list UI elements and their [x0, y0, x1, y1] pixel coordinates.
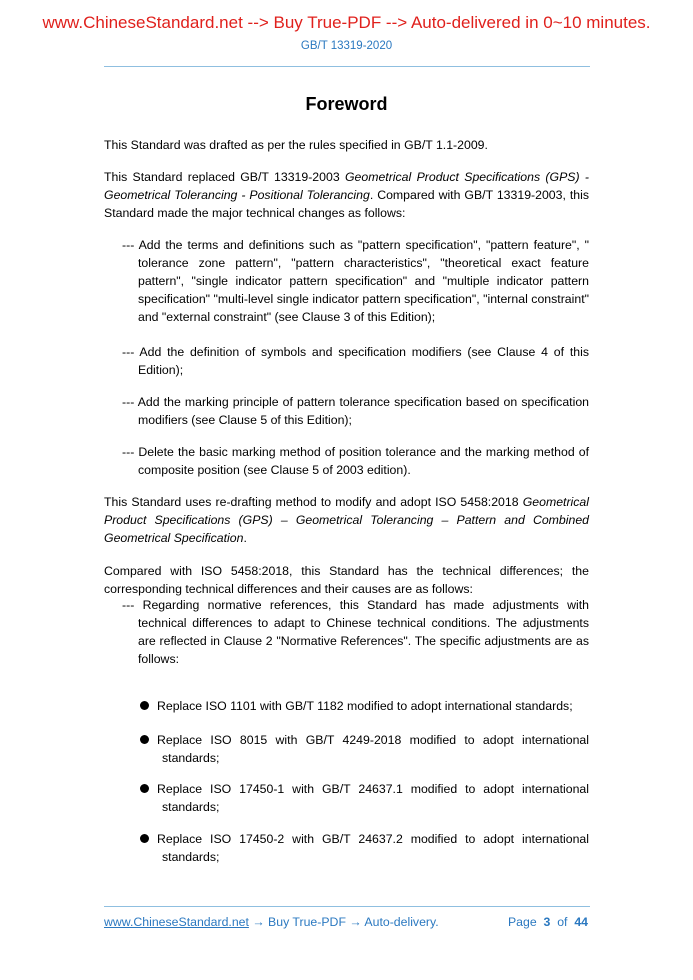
standard-title: Geometrical Product Specifications (GPS) – Geometrical Tolerancing – Pattern and Combined Geometrical Specification — [104, 495, 589, 545]
change-text: --- Add the terms and definitions such as "pattern specification", "pattern feature", " tolerance zone pattern", "pattern characteristics", "theoretical exact feature pattern", "single indicator pattern specification" and "multiple indicator pattern specification" "multi-level single indicator pattern specification", "internal constraint" and "external constraint" (see Clause 3 of this Edition); — [122, 238, 589, 324]
bullet-item — [140, 697, 589, 715]
paragraph-differences: Compared with ISO 5458:2018, this Standard has the technical differences; the corresponding technical differences and their causes are as follows: — [104, 564, 589, 596]
total-pages: 44 — [574, 915, 588, 929]
page-title: Foreword — [305, 94, 388, 114]
footer — [104, 915, 588, 929]
footer-divider — [104, 906, 590, 907]
text: This Standard uses re-drafting method to modify and adopt ISO 5458:2018 — [104, 495, 523, 509]
current-page: 3 — [543, 915, 551, 929]
text: . — [243, 531, 247, 545]
change-text: --- Add the definition of symbols and specification modifiers (see Clause 4 of this Edition); — [122, 345, 589, 377]
change-text: --- Delete the basic marking method of position tolerance and the marking method of composite position (see Clause 5 of 2003 edition). — [122, 445, 589, 477]
bullet-icon — [140, 834, 149, 843]
bullet-item — [140, 731, 589, 767]
difference-text: --- Regarding normative references, this Standard has made adjustments with technical differences to adapt to Chinese technical conditions. The adjustments are reflected in Clause 2 "Normative References". The specific adjustments are as follows: — [122, 598, 589, 666]
change-item — [122, 393, 589, 429]
header-divider — [104, 66, 590, 67]
change-item — [122, 236, 589, 326]
paragraph-drafting-rules: This Standard was drafted as per the rules specified in GB/T 1.1-2009. — [104, 138, 488, 152]
change-item — [122, 343, 589, 379]
document-id: GB/T 13319-2020 — [300, 40, 393, 52]
footer-link[interactable]: www.ChineseStandard.net — [104, 915, 249, 929]
paragraph-adoption — [104, 493, 589, 547]
paragraph-replacement — [104, 168, 589, 222]
bullet-icon — [140, 701, 149, 710]
bullet-icon — [140, 784, 149, 793]
change-item — [122, 443, 589, 479]
of-label: of — [557, 915, 568, 929]
bullet-text: Replace ISO 17450-1 with GB/T 24637.1 modified to adopt international standards; — [157, 782, 589, 814]
change-text: --- Add the marking principle of pattern tolerance specification based on specification modifiers (see Clause 5 of this Edition); — [122, 395, 589, 427]
promo-banner: www.ChineseStandard.net --> Buy True-PDF --> Auto-delivered in 0~10 minutes. — [42, 13, 651, 32]
standard-title: Geometrical Product Specifications (GPS) - Geometrical Tolerancing - Positional Tolerancing — [104, 170, 589, 202]
page-label: Page — [507, 915, 537, 929]
bullet-item — [140, 830, 589, 866]
bullet-item — [140, 780, 589, 816]
bullet-text: Replace ISO 17450-2 with GB/T 24637.2 modified to adopt international standards; — [157, 832, 589, 864]
bullet-text: Replace ISO 8015 with GB/T 4249-2018 modified to adopt international standards; — [157, 733, 589, 765]
text: This Standard replaced GB/T 13319-2003 — [104, 170, 345, 184]
difference-item — [122, 596, 589, 668]
text: . Compared with GB/T 13319-2003, this Standard made the major technical changes as follows: — [104, 188, 589, 220]
bullet-icon — [140, 735, 149, 744]
page-number — [508, 915, 588, 929]
bullet-text: Replace ISO 1101 with GB/T 1182 modified to adopt international standards; — [157, 699, 573, 713]
footer-text: → Buy True-PDF → Auto-delivery. — [248, 915, 439, 929]
